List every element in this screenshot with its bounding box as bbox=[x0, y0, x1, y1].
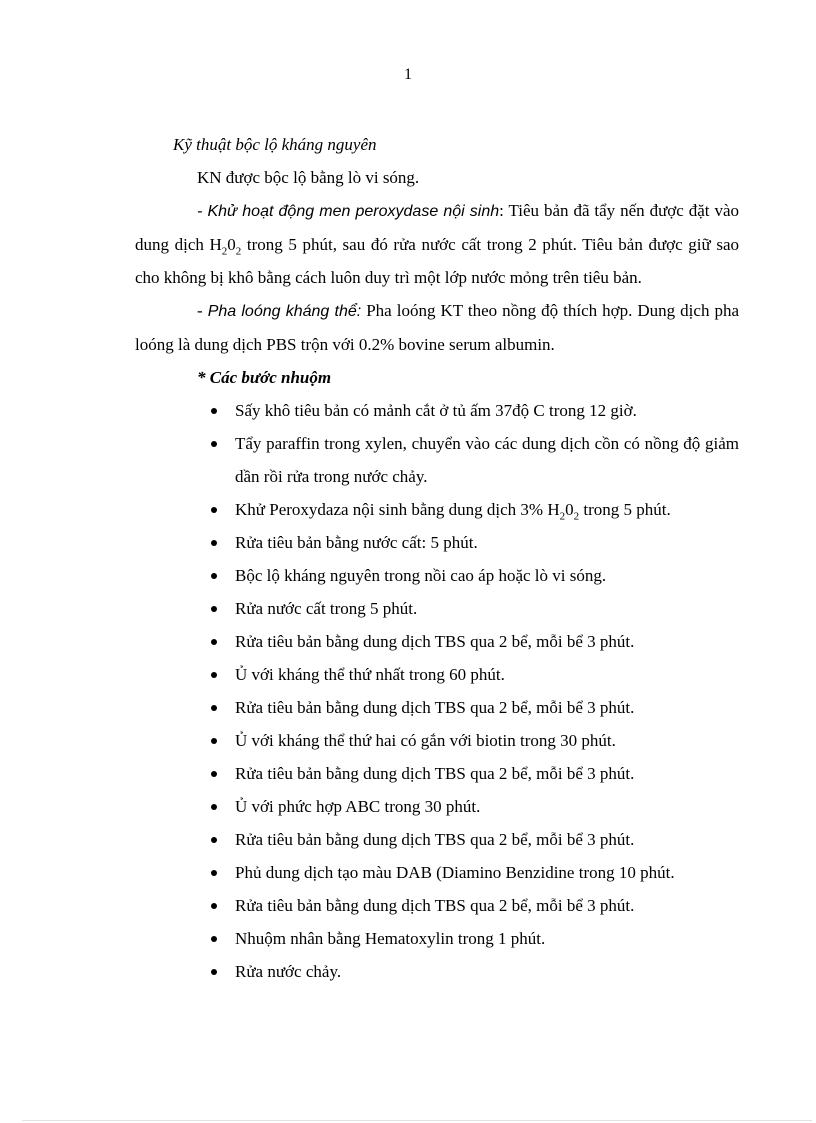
step-text: Rửa tiêu bản bằng dung dịch TBS qua 2 bể, mỗi bể 3 phút. bbox=[235, 896, 635, 915]
steps-list bbox=[207, 394, 739, 988]
steps-title: * Các bước nhuộm bbox=[197, 368, 332, 387]
subscript: 2 bbox=[221, 245, 228, 258]
step-text: 0 bbox=[565, 500, 574, 519]
step-item bbox=[207, 658, 739, 691]
subscript: 2 bbox=[235, 245, 242, 258]
step-text: Khử Peroxydaza nội sinh bằng dung dịch 3% H bbox=[235, 500, 560, 519]
paragraph-dash: - bbox=[197, 301, 208, 320]
step-text: Ủ với phức hợp ABC trong 30 phút. bbox=[235, 797, 481, 816]
step-item bbox=[207, 790, 739, 823]
paragraph-peroxydase bbox=[135, 194, 739, 294]
page-bottom-divider bbox=[22, 1120, 812, 1121]
bullet-icon bbox=[211, 771, 217, 777]
document-body bbox=[135, 128, 739, 988]
bullet-icon bbox=[211, 870, 217, 876]
step-item bbox=[207, 955, 739, 988]
step-text: Bộc lộ kháng nguyên trong nồi cao áp hoặc lò vi sóng. bbox=[235, 566, 607, 585]
step-item bbox=[207, 394, 739, 427]
bullet-icon bbox=[211, 573, 217, 579]
paragraph-dilution bbox=[135, 294, 739, 361]
step-item bbox=[207, 427, 739, 493]
step-text: Ủ với kháng thể thứ nhất trong 60 phút. bbox=[235, 665, 505, 684]
intro-paragraph: KN được bộc lộ bằng lò vi sóng. bbox=[197, 168, 420, 187]
step-item bbox=[207, 757, 739, 790]
paragraph-lead: Pha loóng kháng thể: bbox=[207, 303, 362, 320]
bullet-icon bbox=[211, 507, 217, 513]
bullet-icon bbox=[211, 408, 217, 414]
step-text: Ủ với kháng thể thứ hai có gắn với biotin trong 30 phút. bbox=[235, 731, 616, 750]
step-text: Rửa tiêu bản bằng dung dịch TBS qua 2 bể, mỗi bể 3 phút. bbox=[235, 830, 635, 849]
paragraph-lead: - Khử hoạt động men peroxydase nội sinh bbox=[197, 203, 500, 220]
step-item bbox=[207, 592, 739, 625]
bullet-icon bbox=[211, 441, 217, 447]
step-item bbox=[207, 493, 739, 526]
formula-text: 0 bbox=[227, 235, 236, 254]
step-text: Phủ dung dịch tạo màu DAB (Diamino Benzidine trong 10 phút. bbox=[235, 863, 675, 882]
step-text: Nhuộm nhân bằng Hematoxylin trong 1 phút. bbox=[235, 929, 546, 948]
bullet-icon bbox=[211, 606, 217, 612]
step-text: Rửa tiêu bản bằng dung dịch TBS qua 2 bể, mỗi bể 3 phút. bbox=[235, 698, 635, 717]
bullet-icon bbox=[211, 705, 217, 711]
step-text: Rửa nước chảy. bbox=[235, 962, 342, 981]
step-item bbox=[207, 922, 739, 955]
bullet-icon bbox=[211, 672, 217, 678]
page-number: 1 bbox=[404, 66, 412, 83]
step-item bbox=[207, 823, 739, 856]
paragraph-text: trong 5 phút, sau đó rửa nước cất trong 2 phút. Tiêu bản được giữ sao cho không bị khô bằng cách luôn duy trì một lớp nước mỏng trên tiêu bản. bbox=[135, 235, 740, 287]
step-item bbox=[207, 856, 739, 889]
step-text: Rửa tiêu bản bằng dung dịch TBS qua 2 bể, mỗi bể 3 phút. bbox=[235, 632, 635, 651]
section-heading: Kỹ thuật bộc lộ kháng nguyên bbox=[173, 135, 377, 154]
bullet-icon bbox=[211, 738, 217, 744]
bullet-icon bbox=[211, 969, 217, 975]
step-text: trong 5 phút. bbox=[579, 500, 671, 519]
bullet-icon bbox=[211, 837, 217, 843]
step-item bbox=[207, 526, 739, 559]
paragraph-text: Pha loóng KT theo nồng độ thích hợp. Dung dịch pha loóng là dung dịch PBS trộn với 0.2% bovine serum albumin. bbox=[135, 301, 740, 354]
bullet-icon bbox=[211, 936, 217, 942]
subscript: 2 bbox=[559, 510, 566, 523]
step-item bbox=[207, 691, 739, 724]
step-text: Tẩy paraffin trong xylen, chuyển vào các dung dịch cồn có nồng độ giảm dần rồi rửa trong nước chảy. bbox=[235, 434, 739, 486]
step-item bbox=[207, 889, 739, 922]
step-text: Rửa tiêu bản bằng dung dịch TBS qua 2 bể, mỗi bể 3 phút. bbox=[235, 764, 635, 783]
subscript: 2 bbox=[573, 510, 580, 523]
step-text: Rửa nước cất trong 5 phút. bbox=[235, 599, 418, 618]
bullet-icon bbox=[211, 903, 217, 909]
bullet-icon bbox=[211, 804, 217, 810]
step-text: Sấy khô tiêu bản có mảnh cắt ở tủ ấm 37độ C trong 12 giờ. bbox=[235, 401, 637, 420]
bullet-icon bbox=[211, 639, 217, 645]
step-text: Rửa tiêu bản bằng nước cất: 5 phút. bbox=[235, 533, 478, 552]
paragraph-text: : Tiêu bản đã tẩy nến được đặt vào dung dịch H bbox=[135, 201, 739, 254]
step-item bbox=[207, 724, 739, 757]
bullet-icon bbox=[211, 540, 217, 546]
step-item bbox=[207, 625, 739, 658]
step-item bbox=[207, 559, 739, 592]
